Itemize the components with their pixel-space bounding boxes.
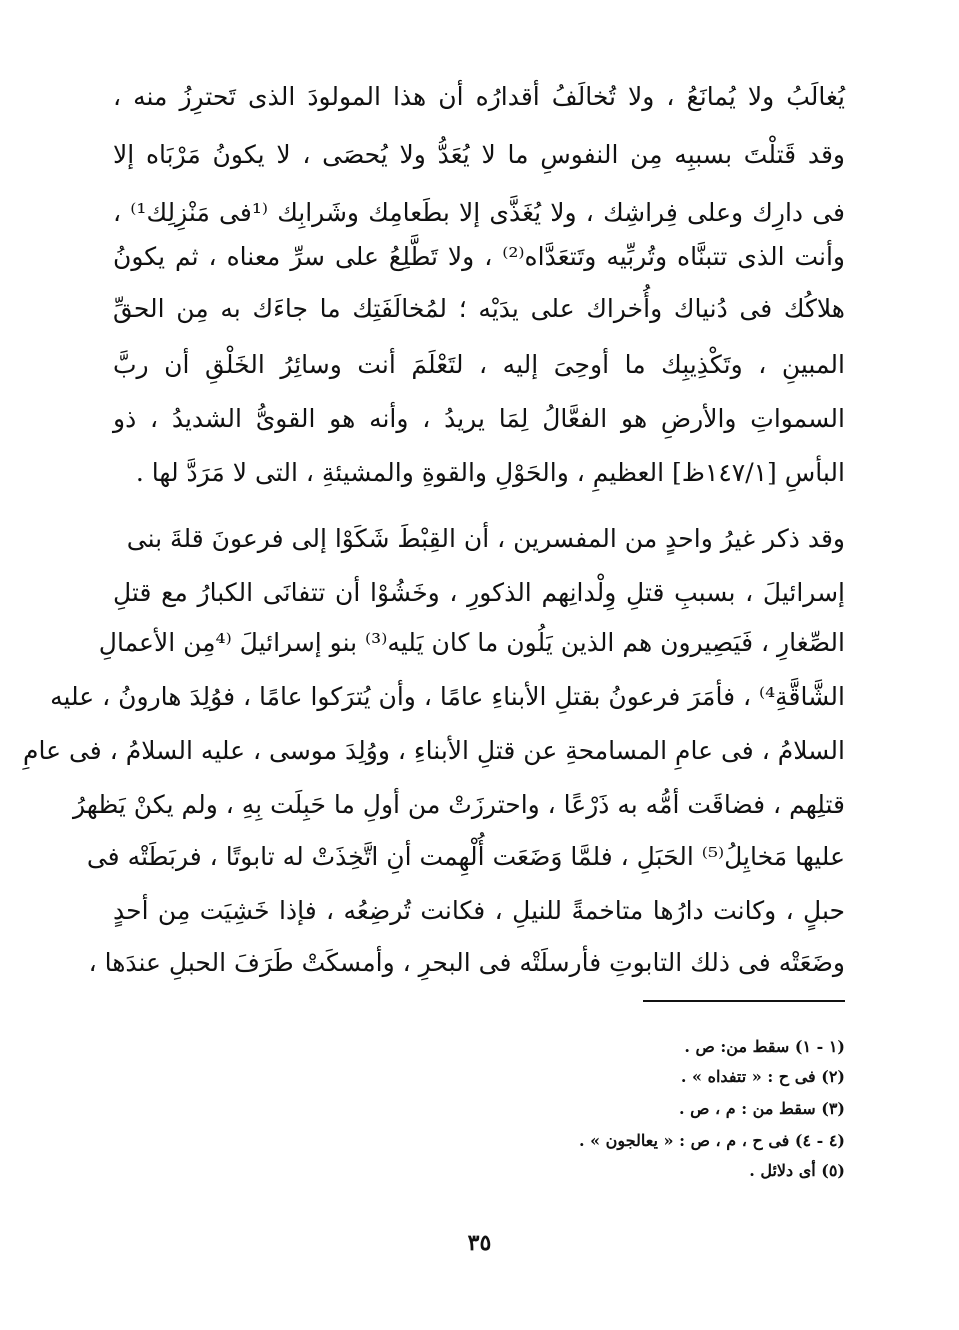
text-line: يُغالَبُ ولا يُمانَعُ ، ولا تُخالَفُ أقدارُه أن هذا المولودَ الذى تَحترِزُ منه ، [113, 82, 845, 111]
footnote: (٢) فى ح : « تتفداه » . [680, 1067, 845, 1086]
text-line: وقد قَتلْتَ بسببِه مِن النفوسِ ما لا يُعَدُّ ولا يُحصَى ، لا يكونُ مَرْبَاه إلا [113, 140, 845, 169]
paragraph-first-line: وقد ذكر غيرُ واحدٍ من المفسرين ، أن القِبْطَ شَكَوْا إلى فرعونَ قلةَ بنى [126, 524, 845, 553]
text-line: هلاكُك فى دُنياك وأُخراك على يدَيْه ؛ لمُخالَفَتِك ما جاءَك به مِن الحقِّ [113, 294, 845, 323]
text-line: وأنت الذى تتبنَّاه وتُربِّيه وتَتعَدَّاه⁽²⁾ ، ولا تَطَّلِعُ على سرِّ معناه ، ثم يكونُ [113, 242, 846, 271]
text-line: البأسِ [١٤٧/١ظ] العظيمِ ، والحَوْلِ والقوةِ والمشيئةِ ، التى لا مَرَدَّ لها . [135, 458, 845, 487]
text-line: فى دارِك وعلى فِراشِك ، ولا يُغَذَّى إلا بطَعامِك وشَرابِك ⁽¹فى مَنْزِلِك¹⁾ ، [113, 198, 846, 227]
footnote: (٤ - ٤) فى ح ، م ، ص : « يعالجون » . [578, 1131, 845, 1150]
text-line: عليها مَخايِلُ⁽⁵⁾ الحَبَلِ ، فلمَّا وَضَعَت أُلْهِمت أنِ اتَّخِذَتْ له تابوتًا ، فربَطَتْه فى [86, 842, 845, 871]
footnote-separator [643, 1000, 845, 1002]
text-line: المبينِ ، وتَكْذِيبِك ما أوحِىَ إليه ، لتَعْلَمَ أنت وسائِرُ الخَلْقِ أن ربَّ [113, 350, 845, 379]
text-line: وضَعَتْه فى ذلك التابوتِ فأرسلَتْه فى البحرِ ، وأمسكَتْ طَرَفَ الحبلِ عندَها ، [88, 948, 845, 977]
text-line: السمواتِ والأرضِ هو الفعَّالُ لِمَا يريدُ ، وأنه هو القوىُّ الشديدُ ، ذو [113, 404, 845, 433]
text-line: الصِّغارِ ، فَيَصِيرون هم الذين يَلُون ما كان يَليه⁽³⁾ بنو إسرائيلَ ⁽⁴مِن الأعمالِ [98, 628, 845, 657]
text-line: السلامُ ، فى عامِ المسامحةِ عن قتلِ الأبناءِ ، ووُلِدَ موسى ، عليه السلامُ ، فى عامِ [23, 736, 845, 765]
text-line: إسرائيلَ ، بسببِ قتلِ وِلْدانِهم الذكورِ ، وخَشُوْا أن تتفانَى الكبارُ مع قتلِ [113, 578, 845, 607]
text-line: قتلِهم ، فضاقَت أمُّه به ذَرْعًا ، واحترزَتْ من أولِ ما حَبِلَت بِهِ ، ولم يكنْ يَظهرُ [73, 790, 845, 819]
footnote: (٥) أى دلائل . [749, 1161, 845, 1180]
text-line: الشَّاقَّةِ⁴⁾ ، فأمَرَ فرعونُ بقتلِ الأبناءِ عامًا ، وأن يُترَكوا عامًا ، فوُلِدَ هارونُ ، عليه [50, 682, 845, 711]
footnote: (١ - ١) سقط من: ص . [684, 1037, 845, 1056]
page-number: ٣٥ [467, 1230, 492, 1256]
text-line: حبلٍ ، وكانت دارُها متاخمةً للنيلِ ، فكانت تُرضِعُه ، فإذا خَشِيَت مِن أحدٍ [113, 896, 845, 925]
footnote: (٣) سقط من : م ، ص . [678, 1099, 845, 1118]
